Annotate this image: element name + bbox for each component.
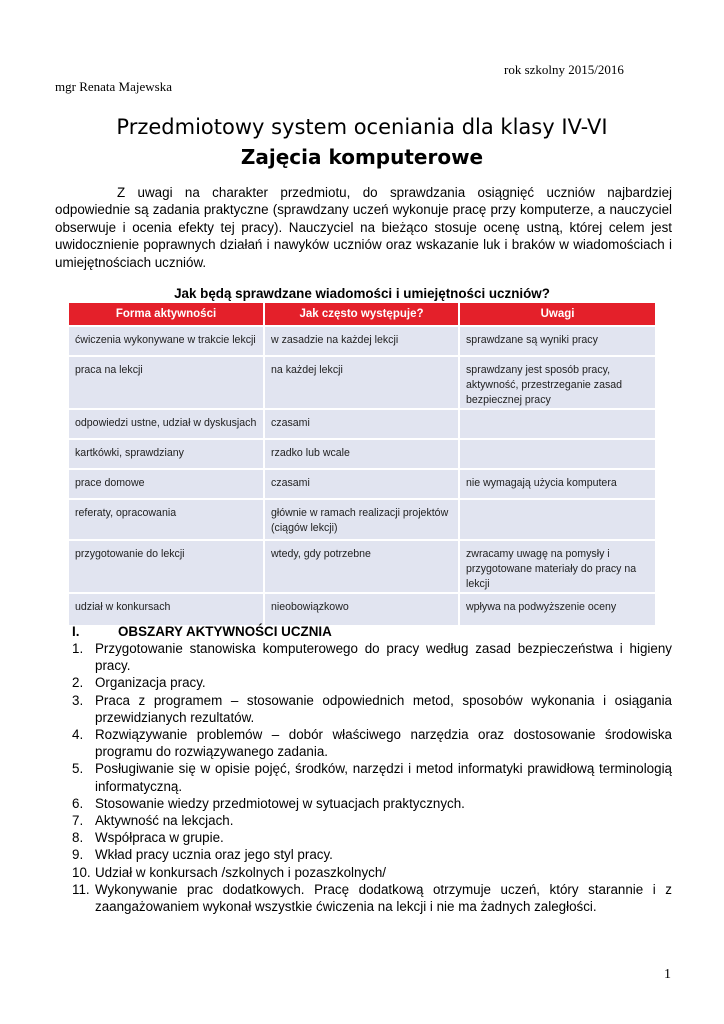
table-header-row <box>69 303 655 326</box>
header-forma: Forma aktywności <box>69 303 264 326</box>
intro-paragraph: Z uwagi na charakter przedmiotu, do sprawdzania osiągnięć uczniów najbardziej odpowiednie są zadania praktyczne (sprawdzany uczeń wykonuje pracę przy komputerze, a nauczyciel obserwuje i ocenia efekty tej pracy). Nauczyciel na bieżąco stosuje ocenę ustną, której celem jest uwidocznienie poprawnych działań i nawyków uczniów oraz wskazanie luk i braków w wiadomościach i umiejętnościach uczniów. <box>55 185 672 270</box>
item-number: 3. <box>72 692 84 708</box>
item-text: Aktywność na lekcjach. <box>95 813 234 829</box>
author-name: mgr Renata Majewska <box>55 79 172 94</box>
table-cell: czasami <box>264 469 459 499</box>
table-row <box>69 499 655 540</box>
item-text: Stosowanie wiedzy przedmiotowej w sytuacjach praktycznych. <box>95 795 465 811</box>
table-cell: przygotowanie do lekcji <box>69 540 264 593</box>
list-item <box>72 674 672 691</box>
list-item <box>72 881 672 915</box>
header-uwagi: Uwagi <box>459 303 655 326</box>
list-item <box>72 692 672 726</box>
list-item <box>72 864 672 881</box>
item-number: 11. <box>72 881 90 897</box>
item-text: Udział w konkursach /szkolnych i pozaszkolnych/ <box>95 864 386 880</box>
item-number: 9. <box>72 847 84 863</box>
table-row <box>69 593 655 625</box>
table-cell: ćwiczenia wykonywane w trakcie lekcji <box>69 326 264 356</box>
table-cell: sprawdzane są wyniki pracy <box>459 326 655 356</box>
item-text: Praca z programem – stosowanie odpowiednich metod, sposobów wykonania i osiągania przewidzianych rezultatów. <box>95 692 672 725</box>
table-cell: wtedy, gdy potrzebne <box>264 540 459 593</box>
item-number: 5. <box>72 761 84 777</box>
list-item <box>72 726 672 760</box>
assessment-table <box>69 303 655 625</box>
table-cell: nie wymagają użycia komputera <box>459 469 655 499</box>
document-subtitle: Zajęcia komputerowe <box>240 145 484 169</box>
table-row <box>69 326 655 356</box>
table-cell: kartkówki, sprawdziany <box>69 439 264 469</box>
document-title: Przedmiotowy system oceniania dla klasy IV-VI <box>116 115 608 139</box>
table-cell: w zasadzie na każdej lekcji <box>264 326 459 356</box>
table-cell: rzadko lub wcale <box>264 439 459 469</box>
table-row <box>69 409 655 439</box>
item-number: 2. <box>72 675 84 691</box>
list-item <box>72 795 672 812</box>
activity-list <box>72 640 672 915</box>
table-cell: nieobowiązkowo <box>264 593 459 625</box>
item-number: 7. <box>72 813 84 829</box>
list-item <box>72 812 672 829</box>
item-text: Współpraca w grupie. <box>95 830 224 846</box>
table-cell: czasami <box>264 409 459 439</box>
section-title: OBSZARY AKTYWNOŚCI UCZNIA <box>118 624 332 639</box>
table-cell <box>459 439 655 469</box>
item-text: Rozwiązywanie problemów – dobór właściwego narzędzia oraz dostosowanie środowiska programu do rozwiązywanego zadania. <box>95 727 672 760</box>
section-number: I. <box>72 624 80 639</box>
table-cell: zwracamy uwagę na pomysły i przygotowane materiały do pracy na lekcji <box>459 540 655 593</box>
table-title: Jak będą sprawdzane wiadomości i umiejętności uczniów? <box>174 286 550 301</box>
item-text: Organizacja pracy. <box>95 675 206 691</box>
item-text: Wkład pracy ucznia oraz jego styl pracy. <box>95 847 333 863</box>
school-year: rok szkolny 2015/2016 <box>504 62 624 77</box>
item-text: Przygotowanie stanowiska komputerowego do pracy według zasad bezpieczeństwa i higieny pracy. <box>95 641 672 674</box>
table-cell: udział w konkursach <box>69 593 264 625</box>
table-cell <box>459 499 655 540</box>
item-number: 1. <box>72 641 84 656</box>
list-item <box>72 760 672 794</box>
table-cell: prace domowe <box>69 469 264 499</box>
table-cell: referaty, opracowania <box>69 499 264 540</box>
list-item <box>72 829 672 846</box>
table-cell: głównie w ramach realizacji projektów (ciągów lekcji) <box>264 499 459 540</box>
table-row <box>69 356 655 409</box>
table-cell: odpowiedzi ustne, udział w dyskusjach <box>69 409 264 439</box>
table-row <box>69 439 655 469</box>
item-text: Wykonywanie prac dodatkowych. Pracę dodatkową otrzymuje uczeń, który starannie i z zaangażowaniem wykonał wszystkie ćwiczenia na lekcji i nie ma żadnych zaległości. <box>95 881 672 915</box>
item-number: 8. <box>72 830 84 846</box>
list-item <box>72 640 672 674</box>
table-cell <box>459 409 655 439</box>
table-cell: na każdej lekcji <box>264 356 459 409</box>
table-cell: praca na lekcji <box>69 356 264 409</box>
table-row <box>69 469 655 499</box>
table-row <box>69 540 655 593</box>
table-cell: sprawdzany jest sposób pracy, aktywność, przestrzeganie zasad bezpiecznej pracy <box>459 356 655 409</box>
item-number: 4. <box>72 727 84 743</box>
section-heading <box>72 624 332 639</box>
header-czestotliwosc: Jak często występuje? <box>264 303 459 326</box>
page-number: 1 <box>664 967 671 982</box>
item-number: 10. <box>72 864 91 880</box>
list-item <box>72 846 672 863</box>
table-cell: wpływa na podwyższenie oceny <box>459 593 655 625</box>
item-text: Posługiwanie się w opisie pojęć, środków, narzędzi i metod informatyki prawidłową terminologią informatyczną. <box>95 761 672 794</box>
item-number: 6. <box>72 795 84 811</box>
